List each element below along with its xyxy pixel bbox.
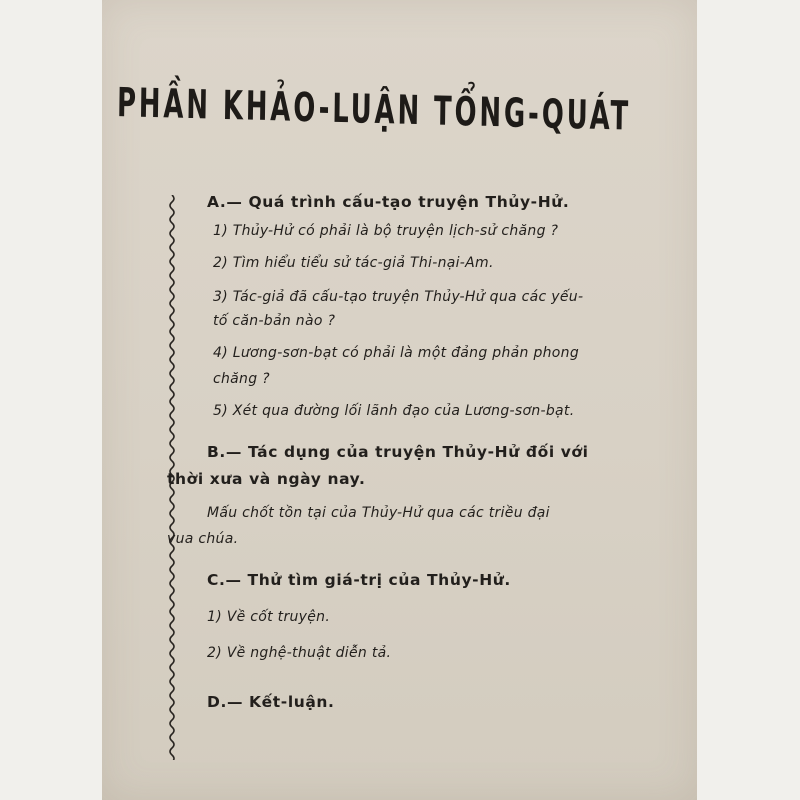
section-b-item-1-cont: vua chúa. <box>167 531 239 547</box>
section-b-item-1: Mấu chốt tồn tại của Thủy-Hử qua các triều đại <box>207 505 550 521</box>
section-a-item-1: 1) Thủy-Hử có phải là bộ truyện lịch-sử chăng ? <box>213 223 559 239</box>
book-page <box>102 0 697 800</box>
section-a-item-3: 3) Tác-giả đã cấu-tạo truyện Thủy-Hử qua các yếu- <box>213 289 584 305</box>
section-a-item-5: 5) Xét qua đường lối lãnh đạo của Lương-sơn-bạt. <box>213 403 575 419</box>
section-c-heading: C.— Thử tìm giá-trị của Thủy-Hử. <box>207 571 511 589</box>
section-a-item-4: 4) Lương-sơn-bạt có phải là một đảng phản phong <box>213 345 580 361</box>
section-a-item-3-cont: tố căn-bản nào ? <box>213 313 336 329</box>
section-c-item-2: 2) Về nghệ-thuật diễn tả. <box>207 645 392 661</box>
section-b-heading-cont: thời xưa và ngày nay. <box>167 470 366 488</box>
section-d-heading: D.— Kết-luận. <box>207 693 335 711</box>
page-title: PHẦN KHẢO-LUẬN TỔNG-QUÁT <box>116 80 632 140</box>
section-b-heading: B.— Tác dụng của truyện Thủy-Hử đối với <box>207 443 589 461</box>
section-a-item-2: 2) Tìm hiểu tiểu sử tác-giả Thi-nại-Am. <box>213 255 494 271</box>
section-a-item-4-cont: chăng ? <box>213 371 270 387</box>
section-c-item-1: 1) Về cốt truyện. <box>207 609 331 625</box>
section-a-heading: A.— Quá trình cấu-tạo truyện Thủy-Hử. <box>207 193 570 211</box>
